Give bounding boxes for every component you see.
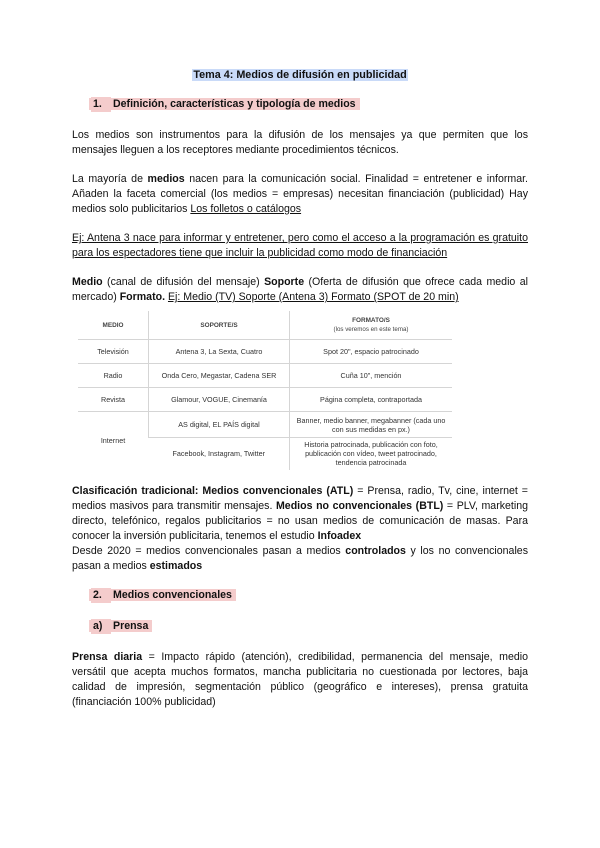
paragraph-classification <box>72 484 528 544</box>
table-cell-soporte: Facebook, Instagram, Twitter <box>172 449 266 459</box>
table-cell-medio: Televisión <box>78 340 149 364</box>
section-2a-number: a) <box>91 619 111 634</box>
text-run: = PLV, marketing directo, telefónico, regalos publicitarios = no usan medios de comunicación de masas. Para conocer la inversión publicitaria, tenemos el estudio <box>72 499 528 542</box>
paragraph-example-antena3: Ej: Antena 3 nace para informar y entretener, pero como el acceso a la programación es gratuito para los espectadores tiene que incluir la publicidad como modo de financiación <box>72 232 528 259</box>
document-page <box>72 68 528 724</box>
paragraph-definition: Los medios son instrumentos para la difusión de los mensajes ya que permiten que los mensajes lleguen a los receptores mediante procedimientos técnicos. <box>72 129 528 156</box>
table-cell-formato: Spot 20", espacio patrocinado <box>290 340 453 364</box>
section-2a-title: Prensa <box>113 619 149 632</box>
section-1-heading <box>89 97 528 112</box>
table-cell-medio: Revista <box>78 388 149 412</box>
text-run: = Impacto rápido (atención), credibilidad, permanencia del mensaje, medio versátil que acepta muchos formatos, mancha publicitaria no cuestionada por lectores, baja calidad de impresión, segmentación público (geográfico e intereses), prensa gratuita (financiación 100% publicidad) <box>72 650 528 708</box>
paragraph-medio-soporte-formato <box>72 275 528 305</box>
table-cell-medio: Internet <box>100 436 126 446</box>
table-header-soportes: SOPORTE/S <box>149 311 290 340</box>
bold-run: Medio <box>72 276 103 288</box>
table-cell-soporte: Glamour, VOGUE, Cinemanía <box>149 388 290 412</box>
bold-run: Medios no convencionales (BTL) <box>275 499 444 512</box>
paragraph-media-purpose <box>72 172 528 217</box>
table-cell-soporte: Antena 3, La Sexta, Cuatro <box>149 340 290 364</box>
bold-run: Formato. <box>119 291 166 303</box>
document-title-text: Tema 4: Medios de difusión en publicidad <box>193 69 407 81</box>
underlined-run: Los folletos o catálogos <box>190 203 302 215</box>
bold-run: Soporte <box>264 276 305 288</box>
section-2-highlight <box>89 589 236 601</box>
section-1-highlight <box>89 98 360 110</box>
header-formatos-subtitle: (los veremos en este tema) <box>333 326 409 333</box>
table-cell-soporte: Onda Cero, Megastar, Cadena SER <box>149 364 290 388</box>
bold-run: Prensa diaria <box>72 650 143 663</box>
table-row <box>78 340 452 364</box>
underlined-run: Ej: Medio (TV) Soporte (Antena 3) Formato (SPOT de 20 min) <box>167 291 459 303</box>
table-row <box>78 364 452 388</box>
table-header-medio: MEDIO <box>78 311 149 340</box>
section-1-number: 1. <box>91 97 111 112</box>
document-title <box>72 68 528 83</box>
table-row <box>78 388 452 412</box>
table-cell-formato: Página completa, contraportada <box>290 388 453 412</box>
table-header-row <box>78 311 452 340</box>
section-2a-highlight <box>89 620 152 632</box>
section-2-number: 2. <box>91 588 111 603</box>
media-table <box>78 311 452 470</box>
section-1-title: Definición, características y tipología de medios <box>113 98 356 110</box>
table-cell-formato: Banner, medio banner, megabanner (cada uno con sus medidas en px.) <box>290 412 453 438</box>
text-run: La mayoría de <box>72 173 148 185</box>
text-run: Desde 2020 = medios convencionales pasan a medios <box>72 544 346 557</box>
text-run: (Oferta de difusión que ofrece cada medio al mercado) <box>72 276 528 303</box>
text-run: (canal de difusión del mensaje) <box>102 276 265 288</box>
section-2-heading <box>89 588 528 603</box>
table-cell-soporte: AS digital, EL PAÍS digital <box>149 412 290 438</box>
table-cell-formato: Historia patrocinada, publicación con foto, publicación con vídeo, tweet patrocinado, tendencia patrocinada <box>290 438 453 470</box>
text-run: y los no convencionales pasan a medios <box>72 544 528 572</box>
bold-run: Clasificación tradicional: Medios convencionales (ATL) <box>72 484 354 497</box>
section-2-title: Medios convencionales <box>113 588 232 601</box>
text-run: nacen para la comunicación social. Finalidad = entretener e informar. Añaden la faceta comercial (los medios = empresas) necesitan financiación (publicidad) Hay medios solo publicitarios <box>72 173 528 215</box>
bold-run: Infoadex <box>317 529 362 542</box>
table-row <box>78 412 452 438</box>
paragraph-prensa-diaria <box>72 650 528 710</box>
bold-run: controlados <box>345 544 406 557</box>
header-formatos-label: FORMATO/S <box>352 317 390 324</box>
table-cell-formato: Cuña 10", mención <box>290 364 453 388</box>
table-cell-medio: Radio <box>78 364 149 388</box>
text-run: = Prensa, radio, Tv, cine, internet = medios masivos para transmitir mensajes. <box>72 484 528 512</box>
section-2a-heading <box>89 619 528 634</box>
bold-run: estimados <box>149 559 203 572</box>
table-header-formatos <box>290 311 453 340</box>
bold-run: medios <box>147 173 185 185</box>
paragraph-since-2020 <box>72 544 528 574</box>
